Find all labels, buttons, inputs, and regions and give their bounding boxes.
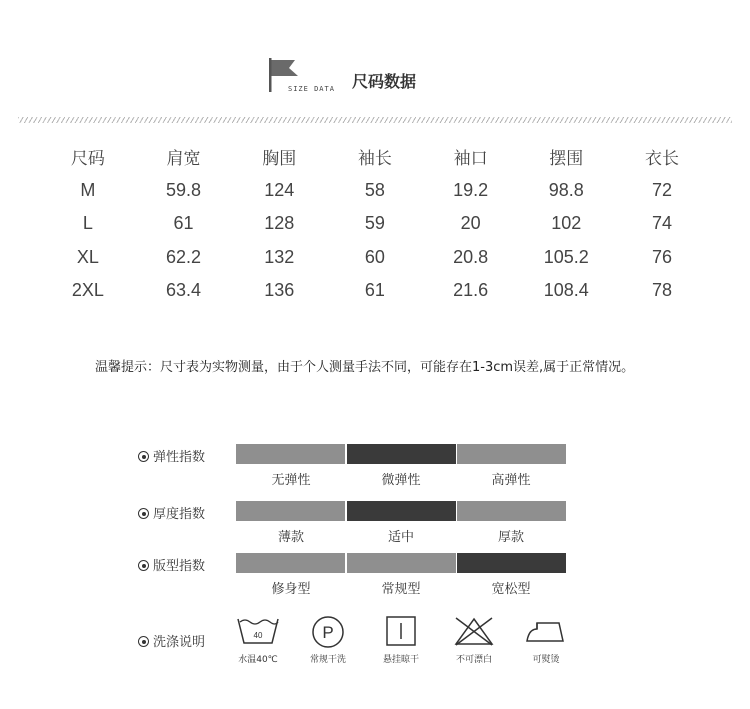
table-cell: 59.8 [166,179,202,200]
thickness-seg-2 [457,501,566,521]
thickness-options [236,526,566,545]
table-cell: 76 [651,246,672,267]
option-label: 适中 [387,530,414,545]
hang-dry-icon [385,615,417,647]
table-cell: 20.8 [453,246,489,267]
svg-text:40: 40 [253,631,263,640]
svg-text:P: P [322,623,334,642]
column-header: 肩宽 [166,149,201,169]
table-cell: 20 [460,213,481,234]
table-cell: 108.4 [543,280,589,301]
elasticity-seg-2 [457,444,566,464]
thickness-seg-0 [236,501,345,521]
option-label: 薄款 [277,530,304,545]
table-cell: 58 [364,179,385,200]
table-header-row [40,140,710,174]
table-cell: 63.4 [166,280,202,301]
option-label: 宽松型 [491,582,531,597]
fit-index-label: 版型指数 [138,555,205,574]
table-cell: 124 [264,179,295,200]
care-caption: 常规干洗 [309,655,346,665]
header-subtitle: SIZE DATA [288,85,335,93]
elasticity-seg-0 [236,444,345,464]
table-cell: 60 [364,246,385,267]
option-label: 无弹性 [271,473,311,488]
care-icons [228,615,588,675]
option-label: 常规型 [381,582,421,597]
table-row [40,174,710,208]
column-header: 尺码 [70,149,105,169]
care-caption: 悬挂晾干 [382,655,419,665]
table-cell: M [80,179,96,200]
table-cell: 59 [364,213,385,234]
fit-seg-0 [236,553,345,573]
table-cell: 78 [651,280,672,301]
column-header: 摆围 [549,149,584,169]
target-circle-icon [138,560,149,571]
table-cell: 102 [551,213,582,234]
fit-seg-1 [347,553,456,573]
dashed-divider [18,117,732,123]
fit-options [236,578,566,597]
table-cell: 128 [264,213,295,234]
table-cell: L [82,213,93,234]
care-item-iron [516,615,576,665]
option-label: 微弹性 [381,473,421,488]
table-cell: 136 [264,280,295,301]
target-circle-icon [138,636,149,647]
iron-icon [523,615,569,647]
table-cell: 105.2 [543,246,589,267]
table-cell: XL [76,246,99,267]
table-cell: 132 [264,246,295,267]
table-cell: 19.2 [453,179,489,200]
size-table [40,140,710,308]
table-cell: 2XL [71,280,104,301]
care-label: 洗涤说明 [138,631,205,650]
size-data-header [0,55,750,105]
care-item-dry-clean [298,615,358,665]
care-item-hang-dry [371,615,431,665]
care-item-no-bleach [444,615,504,665]
care-item-wash [228,615,288,665]
page-title: 尺码数据 [352,72,417,91]
fit-seg-2 [457,553,566,573]
table-cell: 72 [651,179,672,200]
option-label: 高弹性 [491,473,531,488]
table-cell: 62.2 [166,246,202,267]
care-caption: 水温40℃ [238,655,278,665]
size-tip-note: 温馨提示：尺寸表为实物测量，由于个人测量手法不同，可能存在1-3cm误差,属于正常情况。 [95,360,635,375]
table-row [40,274,710,308]
thickness-index-bar [236,501,566,521]
wash-40-icon [235,615,281,647]
dry-clean-icon [311,615,345,649]
thickness-seg-1 [347,501,456,521]
elasticity-index-bar [236,444,566,464]
elasticity-index-label: 弹性指数 [138,446,205,465]
elasticity-seg-1 [347,444,456,464]
column-header: 胸围 [262,149,297,169]
table-cell: 61 [173,213,194,234]
table-cell: 74 [651,213,672,234]
care-caption: 可熨烫 [532,655,560,665]
option-label: 修身型 [271,582,311,597]
no-bleach-icon [452,615,496,647]
fit-index-bar [236,553,566,573]
target-circle-icon [138,508,149,519]
table-row [40,207,710,241]
care-caption: 不可漂白 [455,655,492,665]
table-row [40,241,710,275]
target-circle-icon [138,451,149,462]
table-cell: 21.6 [453,280,489,301]
column-header: 袖口 [453,149,488,169]
column-header: 袖长 [357,149,392,169]
thickness-index-label: 厚度指数 [138,503,205,522]
option-label: 厚款 [497,530,524,545]
elasticity-options [236,469,566,488]
table-cell: 61 [364,280,385,301]
table-cell: 98.8 [548,179,584,200]
column-header: 衣长 [644,149,679,169]
